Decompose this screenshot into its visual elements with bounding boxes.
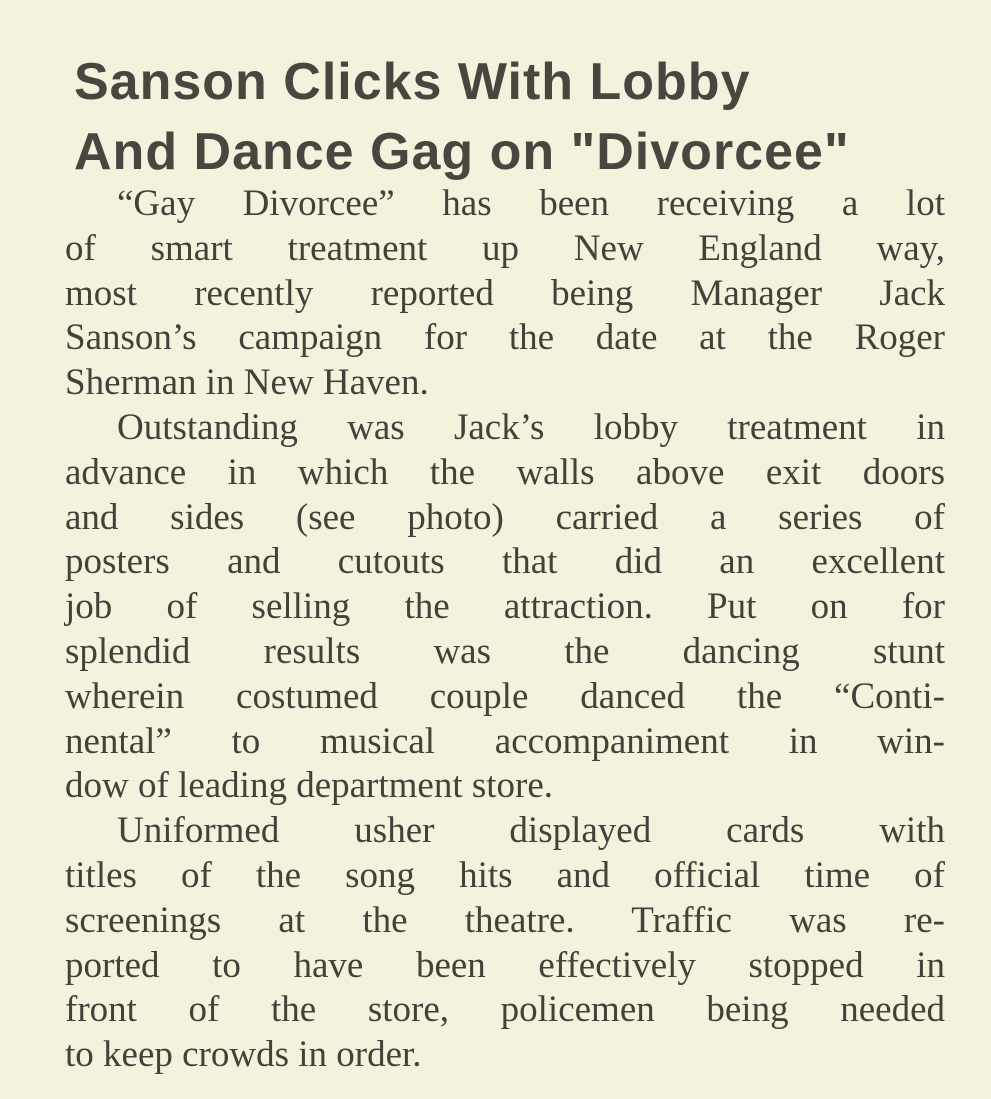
article-line: wherein costumed couple danced the “Conti- [65,675,945,717]
headline-line-1: Sanson Clicks With Lobby [74,53,751,111]
article-line: Sanson’s campaign for the date at the Roger [65,317,945,359]
article-line: “Gay Divorcee” has been receiving a lot [117,183,945,224]
article-line: nental” to musical accompaniment in win- [65,720,945,762]
article-body [65,182,945,1078]
article-line: screenings at the theatre. Traffic was re- [65,899,945,941]
article-line: titles of the song hits and official time of [65,854,945,896]
article-line: of smart treatment up New England way, [65,227,945,269]
article-line: ported to have been effectively stopped in [65,944,945,986]
article-line: Outstanding was Jack’s lobby treatment in [117,406,945,448]
article-line: Sherman in New Haven. [65,362,429,404]
article-line: front of the store, policemen being needed [65,989,945,1031]
article-line: job of selling the attraction. Put on for [65,586,945,628]
article-line: to keep crowds in order. [65,1034,422,1076]
article-line: dow of leading department store. [65,765,554,807]
article-line: splendid results was the dancing stunt [65,630,945,672]
article-line: and sides (see photo) carried a series of [65,496,945,538]
article-line: advance in which the walls above exit doors [65,451,945,493]
article-line: Uniformed usher displayed cards with [117,810,945,852]
article-line: posters and cutouts that did an excellent [65,541,945,583]
article-line: most recently reported being Manager Jack [65,272,945,314]
headline-line-2: And Dance Gag on "Divorcee" [74,123,850,181]
